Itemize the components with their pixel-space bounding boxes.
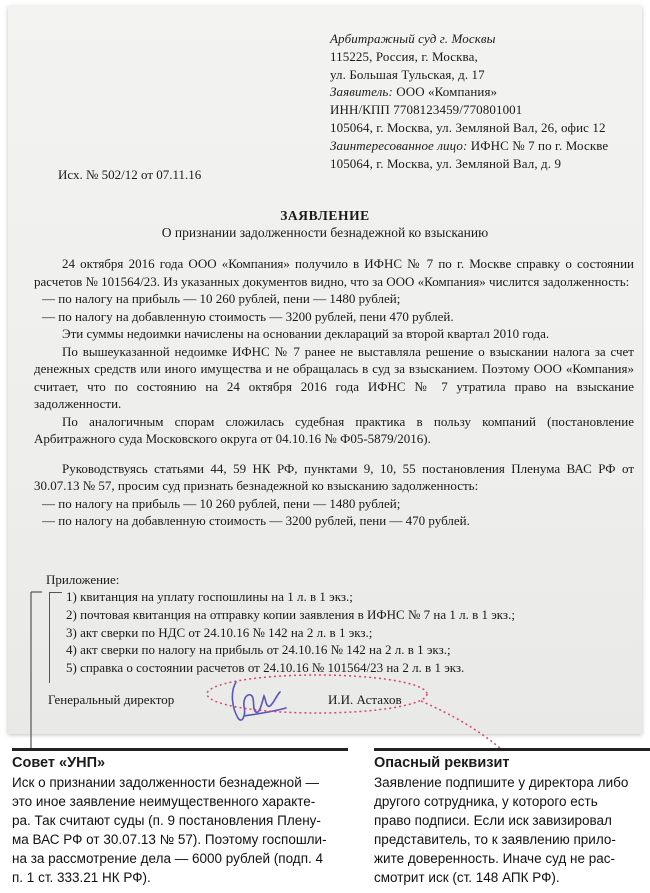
appendix-item: 1) квитанция на уплату госпошлины на 1 л. в 1 экз.; <box>66 589 353 604</box>
appendix-item: 3) акт сверки по НДС от 24.10.16 № 142 на 2 л. в 1 экз.; <box>66 624 373 640</box>
claim-item-vat: — по налогу на добавленную стоимость — 3200 рублей, пени — 470 рублей. <box>42 513 470 528</box>
court-address-line2: ул. Большая Тульская, д. 17 <box>330 66 485 82</box>
document-title: ЗАЯВЛЕНИЕ <box>280 208 370 223</box>
callout-right-text: Заявление подпишите у директора либо другого сотрудника, у которого есть право подписи. Если иск завизировал представитель, то к заявлению прило- жите доверенность. Иначе суд не рас- смотрит иск (ст. 148 АПК РФ). <box>374 775 629 885</box>
court-address-line1: 115225, Россия, г. Москва, <box>330 48 478 64</box>
callout-left-text: Иск о признании задолженности безнадежной — это иное заявление неимущественного характе- ра. Так считают суды (п. 9 постановления Плену- ма ВАС РФ от 30.07.13 № 57). Поэтому госпошли- на за рассмотрение дела — 6000 рублей (подп. 4 п. 1 ст. 333.21 НК РФ). <box>12 775 327 885</box>
appendix-item: 4) акт сверки по налогу на прибыль от 24.10.16 № 142 на 2 л. в 1 экз.; <box>66 642 451 658</box>
outgoing-reference: Исх. № 502/12 от 07.11.16 <box>58 167 202 182</box>
signer-name: И.И. Астахов <box>328 692 402 707</box>
callout-left-heading: Совет «УНП» <box>12 748 348 772</box>
paragraph-4: По аналогичным спорам сложилась судебная практика в пользу компаний (постановление Арбитражного суда Московского округа от 04.10.16 № Ф05-5879/2016). <box>34 413 634 446</box>
debt-item-vat: — по налогу на добавленную стоимость — 3200 рублей, пени 470 рублей. <box>42 308 454 324</box>
applicant-label: Заявитель: <box>330 84 393 100</box>
paragraph-1: 24 октября 2016 года ООО «Компания» получило в ИФНС № 7 по г. Москве справку о состоянии расчетов № 101564/23. Из указанных документов видно, что за ООО «Компания» числится задолженность: <box>34 256 634 289</box>
interested-address: 105064, г. Москва, ул. Земляной Вал, д. 9 <box>330 155 562 171</box>
document-subtitle: О признании задолженности безнадежной ко взысканию <box>161 225 489 240</box>
applicant-inn: ИНН/КПП 7708123459/770801001 <box>330 102 523 118</box>
callout-unp-advice <box>12 748 348 887</box>
claim-item-profit: — по налогу на прибыль — 10 260 рублей, пени — 1480 рублей; <box>42 495 401 511</box>
paragraph-5: Руководствуясь статьями 44, 59 НК РФ, пунктами 9, 10, 55 постановления Пленума ВАС РФ от 30.07.13 № 57, просим суд признать безнадежной ко взысканию задолженность: <box>34 460 634 493</box>
appendix-item: 5) справка о состоянии расчетов от 24.10.16 № 101564/23 на 2 л. в 1 экз. <box>66 660 465 676</box>
paragraph-2: Эти суммы недоимки начислены на основании деклараций за второй квартал 2010 года. <box>62 326 550 341</box>
court-name: Арбитражный суд г. Москвы <box>330 31 496 46</box>
callout-right-heading: Опасный реквизит <box>374 748 650 772</box>
applicant-address: 105064, г. Москва, ул. Земляной Вал, 26, офис 12 <box>330 119 606 135</box>
interested-label: Заинтересованное лицо: <box>330 137 468 153</box>
applicant-name: ООО «Компания» <box>392 84 498 100</box>
paragraph-3: По вышеуказанной недоимке ИФНС № 7 ранее не выставляла решение о взыскании налога за счет денежных средств или иного имущества и не обращалась в суд за взысканием. Поэтому ООО «Компания» считает, что по состоянию на 24 октября 2016 года ИФНС № 7 утратила право на взыскание задолженности. <box>34 343 634 411</box>
appendix-item: 2) почтовая квитанция на отправку копии заявления в ИФНС № 7 на 1 л. в 1 экз.; <box>66 606 515 622</box>
callout-dangerous-detail <box>374 748 650 887</box>
signer-position: Генеральный директор <box>48 692 175 707</box>
interested-name: ИФНС № 7 по г. Москве <box>467 137 609 153</box>
signature-highlight-ellipse <box>207 675 427 713</box>
signature-pointer-line <box>421 701 500 748</box>
appendix-title: Приложение: <box>46 572 120 587</box>
debt-item-profit: — по налогу на прибыль — 10 260 рублей, пени — 1480 рублей; <box>42 291 401 306</box>
